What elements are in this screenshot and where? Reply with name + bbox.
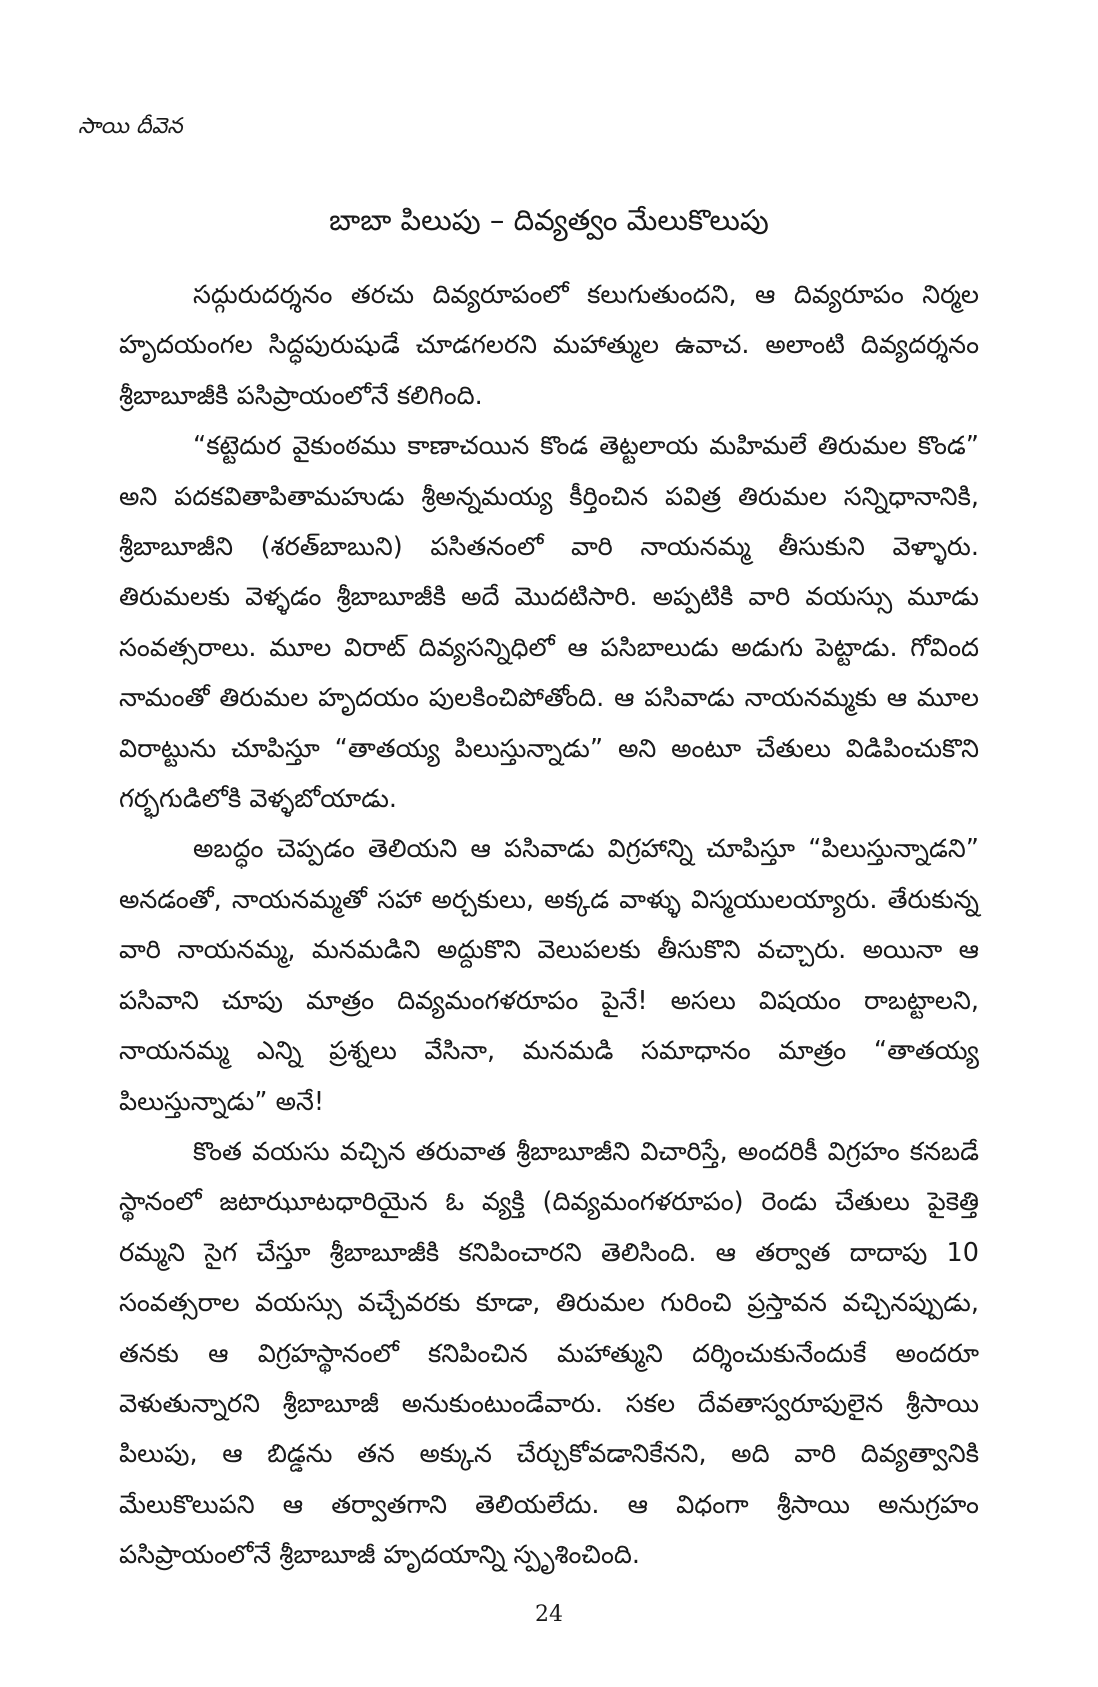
paragraph: అబద్ధం చెప్పడం తెలియని ఆ పసివాడు విగ్రహాన్ని చూపిస్తూ “పిలుస్తున్నాడని” అనడంతో, నాయనమ్మతో సహా అర్చకులు, అక్కడ వాళ్ళు విస్మయులయ్యారు. తేరుకున్న వారి నాయనమ్మ, మనమడిని అద్దుకొని వెలుపలకు తీసుకొని వచ్చారు. అయినా ఆ పసివాని చూపు మాత్రం దివ్యమంగళరూపం పైనే! అసలు విషయం రాబట్టాలని, నాయనమ్మ ఎన్ని ప్రశ్నలు వేసినా, మనమడి సమాధానం మాత్రం “తాతయ్య పిలుస్తున్నాడు” అనే! (119, 834, 979, 1117)
paragraph: కొంత వయసు వచ్చిన తరువాత శ్రీబాబూజీని విచారిస్తే, అందరికీ విగ్రహం కనబడే స్థానంలో జటాఝూటధారియైన ఓ వ్యక్తి (దివ్యమంగళరూపం) రెండు చేతులు పైకెత్తి రమ్మని సైగ చేస్తూ శ్రీబాబూజీకి కనిపించారని తెలిసింది. ఆ తర్వాత దాదాపు 10 సంవత్సరాల వయస్సు వచ్చేవరకు కూడా, తిరుమల గురించి ప్రస్తావన వచ్చినప్పుడు, తనకు ఆ విగ్రహస్థానంలో కనిపించిన మహాత్ముని దర్శించుకునేందుకే అందరూ వెళుతున్నారని శ్రీబాబూజీ అనుకుంటుండేవారు. సకల దేవతాస్వరూపులైన శ్రీసాయి పిలుపు, ఆ బిడ్డను తన అక్కున చేర్చుకోవడానికేనని, అది వారి దివ్యత్వానికి మేలుకొలుపని ఆ తర్వాతగాని తెలియలేదు. ఆ విధంగా శ్రీసాయి అనుగ్రహం పసిప్రాయంలోనే శ్రీబాబూజీ హృదయాన్ని స్పృశించింది. (119, 1136, 979, 1571)
body-text (119, 270, 979, 1581)
chapter-title: బాబా పిలుపు – దివ్యత్వం మేలుకొలుపు (329, 203, 769, 237)
paragraph: “కట్టెదుర వైకుంఠము కాణాచయిన కొండ తెట్టలాయ మహిమలే తిరుమల కొండ” అని పదకవితాపితామహుడు శ్రీఅన్నమయ్య కీర్తించిన పవిత్ర తిరుమల సన్నిధానానికి, శ్రీబాబూజీని (శరత్‌బాబుని) పసితనంలో వారి నాయనమ్మ తీసుకుని వెళ్ళారు. తిరుమలకు వెళ్ళడం శ్రీబాబూజీకి అదే మొదటిసారి. అప్పటికి వారి వయస్సు మూడు సంవత్సరాలు. మూల విరాట్ దివ్యసన్నిధిలో ఆ పసిబాలుడు అడుగు పెట్టాడు. గోవింద నామంతో తిరుమల హృదయం పులకించిపోతోంది. ఆ పసివాడు నాయనమ్మకు ఆ మూల విరాట్టును చూపిస్తూ “తాతయ్య పిలుస్తున్నాడు” అని అంటూ చేతులు విడిపించుకొని గర్భగుడిలోకి వెళ్ళబోయాడు. (119, 431, 979, 815)
page-number: 24 (535, 1602, 563, 1627)
paragraph: సద్గురుదర్శనం తరచు దివ్యరూపంలో కలుగుతుందని, ఆ దివ్యరూపం నిర్మల హృదయంగల సిద్ధపురుషుడే చూడగలరని మహాత్ముల ఉవాచ. అలాంటి దివ్యదర్శనం శ్రీబాబూజీకి పసిప్రాయంలోనే కలిగింది. (119, 280, 979, 411)
running-head: సాయి దీవెన (78, 114, 183, 139)
